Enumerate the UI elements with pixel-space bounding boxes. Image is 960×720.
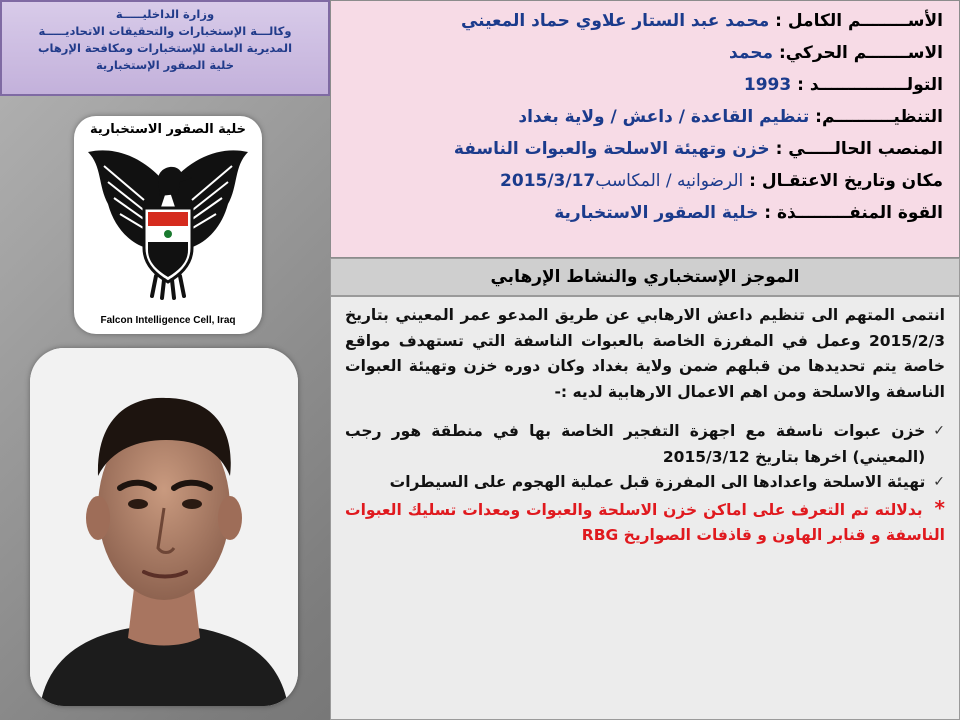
ministry-line: وزارة الداخليـــــة <box>115 7 215 21</box>
falcon-logo <box>74 116 262 334</box>
arrest-place: الرضوانيه / المكاسب <box>595 171 744 191</box>
fullname-row <box>341 5 943 37</box>
alias-value: محمد <box>729 43 774 63</box>
logo-caption: Falcon Intelligence Cell, Iraq <box>100 315 236 326</box>
directorate-line: المديرية العامة للإستخبارات ومكافحة الإرهاب <box>37 41 293 55</box>
position-label: المنصب الحالـــــي : <box>775 139 943 159</box>
person-portrait-icon <box>30 348 298 706</box>
result-note <box>345 496 945 549</box>
cell-line: خلية الصقور الإستخبارية <box>95 58 235 72</box>
force-label: القوة المنفـــــــــذة : <box>764 203 943 223</box>
activity-list <box>345 419 945 496</box>
star-icon: * <box>934 495 945 520</box>
alias-label: الاســـــــم الحركي: <box>778 43 943 63</box>
birth-row <box>341 69 943 101</box>
summary-body <box>330 296 960 720</box>
profile-info <box>330 0 960 258</box>
portrait-photo <box>30 348 298 706</box>
organization-label: التنظيــــــــــم: <box>815 107 943 127</box>
force-row <box>341 197 943 229</box>
logo-arabic-text: خلية الصقور الاستخبارية <box>89 122 247 137</box>
fullname-value: محمد عبد الستار علاوي حماد المعيني <box>460 11 770 31</box>
summary-paragraph: انتمى المتهم الى تنظيم داعش الارهابي عن طريق المدعو عمر المعيني بتاريخ 2015/2/3 وعمل في المفرزة الخاصة بالعبوات الناسفة التي تستهدف مواقع خاصة يتم تحديدها من قبلهم ضمن ولاية بغداد وكان دوره خزن وتهيئة العبوات الناسفة والاسلحة ومن اهم الاعمال الارهابية لديه :- <box>345 306 945 401</box>
birth-value: 1993 <box>743 75 792 95</box>
position-value: خزن وتهيئة الاسلحة والعبوات الناسفة <box>453 139 770 159</box>
alias-row <box>341 37 943 69</box>
agency-line: وكالـــة الإستخبارات والتحقيقات الاتحاديـــــة <box>38 24 292 38</box>
list-item <box>345 419 945 470</box>
arrest-date: 2015/3/17 <box>500 171 596 191</box>
arrest-row <box>341 165 943 197</box>
checkmark-icon: ✓ <box>933 474 945 490</box>
list-item <box>345 470 945 496</box>
organization-header <box>0 0 330 96</box>
arrest-label: مكان وتاريخ الاعتقـال : <box>749 171 943 191</box>
organization-value: تنظيم القاعدة / داعش / ولاية بغداد <box>518 107 810 127</box>
force-value: خلية الصقور الاستخبارية <box>554 203 759 223</box>
summary-heading: الموجز الإستخباري والنشاط الإرهابي <box>330 258 960 296</box>
checkmark-icon: ✓ <box>933 423 945 439</box>
position-row <box>341 133 943 165</box>
organization-row <box>341 101 943 133</box>
birth-label: التولـــــــــــــــد : <box>797 75 943 95</box>
result-note-text: بدلالته تم التعرف على اماكن خزن الاسلحة والعبوات ومعدات تسليك العبوات الناسفة و قنابر الهاون و قاذفات الصواريخ RBG <box>345 500 945 544</box>
falcon-emblem-icon <box>74 116 262 316</box>
fullname-label: الأســــــــم الكامل : <box>775 11 943 31</box>
activity-text: تهيئة الاسلحة واعدادها الى المفرزة قبل عملية الهجوم على السيطرات <box>389 473 926 491</box>
activity-text: خزن عبوات ناسفة مع اجهزة التفجير الخاصة بها في منطقة هور رجب (المعيني) اخرها بتاريخ 2015/3/12 <box>345 422 926 466</box>
